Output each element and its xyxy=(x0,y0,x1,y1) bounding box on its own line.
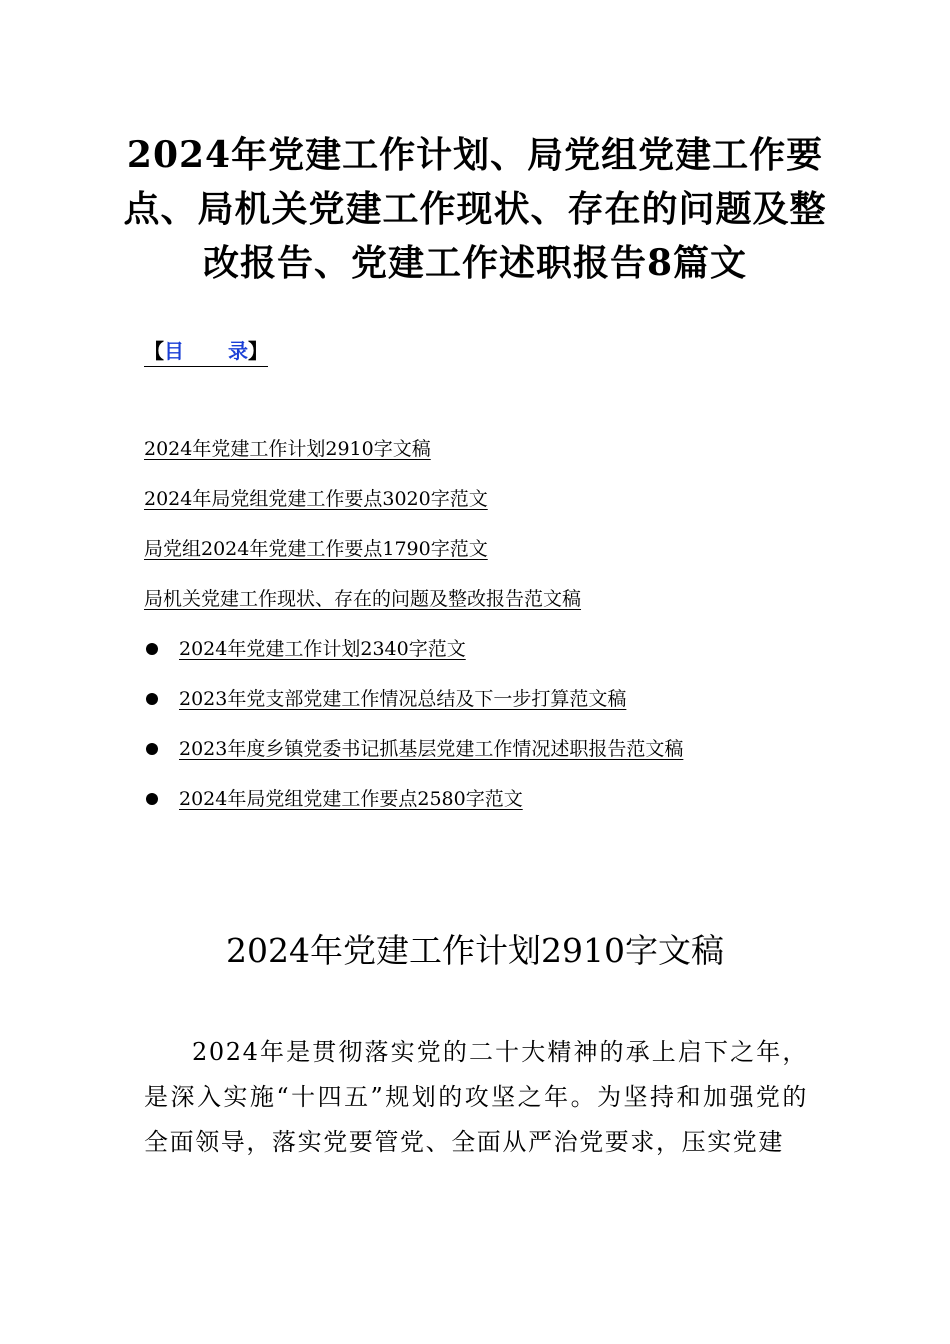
section-title: 2024年党建工作计划2910字文稿 xyxy=(226,931,724,970)
toc-link[interactable]: 2024年局党组党建工作要点3020字范文 xyxy=(144,488,488,510)
toc-link[interactable]: 2023年党支部党建工作情况总结及下一步打算范文稿 xyxy=(179,688,627,710)
toc-link[interactable]: 2024年党建工作计划2910字文稿 xyxy=(144,438,431,460)
toc-entry[interactable] xyxy=(144,784,683,834)
toc-close-bracket: 】 xyxy=(248,339,268,363)
toc-link[interactable]: 2024年局党组党建工作要点2580字范文 xyxy=(179,788,523,810)
toc-heading[interactable] xyxy=(144,337,268,367)
toc-entry[interactable] xyxy=(144,634,683,684)
toc-entry[interactable] xyxy=(144,734,683,784)
toc-label-right[interactable]: 录 xyxy=(228,339,248,363)
bullet-icon xyxy=(146,793,158,805)
document-title: 2024年党建工作计划、局党组党建工作要点、局机关党建工作现状、存在的问题及整改报告、党建工作述职报告8篇文 xyxy=(123,134,827,284)
bullet-icon xyxy=(146,643,158,655)
toc-entry[interactable] xyxy=(144,534,683,584)
toc-entry[interactable] xyxy=(144,684,683,734)
toc-link[interactable]: 2024年党建工作计划2340字范文 xyxy=(179,638,466,660)
table-of-contents xyxy=(144,434,683,834)
toc-entry[interactable] xyxy=(144,484,683,534)
toc-entry[interactable] xyxy=(144,584,683,634)
toc-link[interactable]: 局党组2024年党建工作要点1790字范文 xyxy=(144,538,488,560)
toc-open-bracket: 【 xyxy=(144,339,164,363)
toc-link[interactable]: 2023年度乡镇党委书记抓基层党建工作情况述职报告范文稿 xyxy=(179,738,684,760)
body-paragraph: 2024年是贯彻落实党的二十大精神的承上启下之年，是深入实施“十四五”规划的攻坚之年。为坚持和加强党的全面领导，落实党要管党、全面从严治党要求，压实党建 xyxy=(144,1038,808,1156)
toc-link[interactable]: 局机关党建工作现状、存在的问题及整改报告范文稿 xyxy=(144,588,582,610)
toc-label-left[interactable]: 目 xyxy=(164,339,184,363)
bullet-icon xyxy=(146,693,158,705)
toc-entry[interactable] xyxy=(144,434,683,484)
bullet-icon xyxy=(146,743,158,755)
